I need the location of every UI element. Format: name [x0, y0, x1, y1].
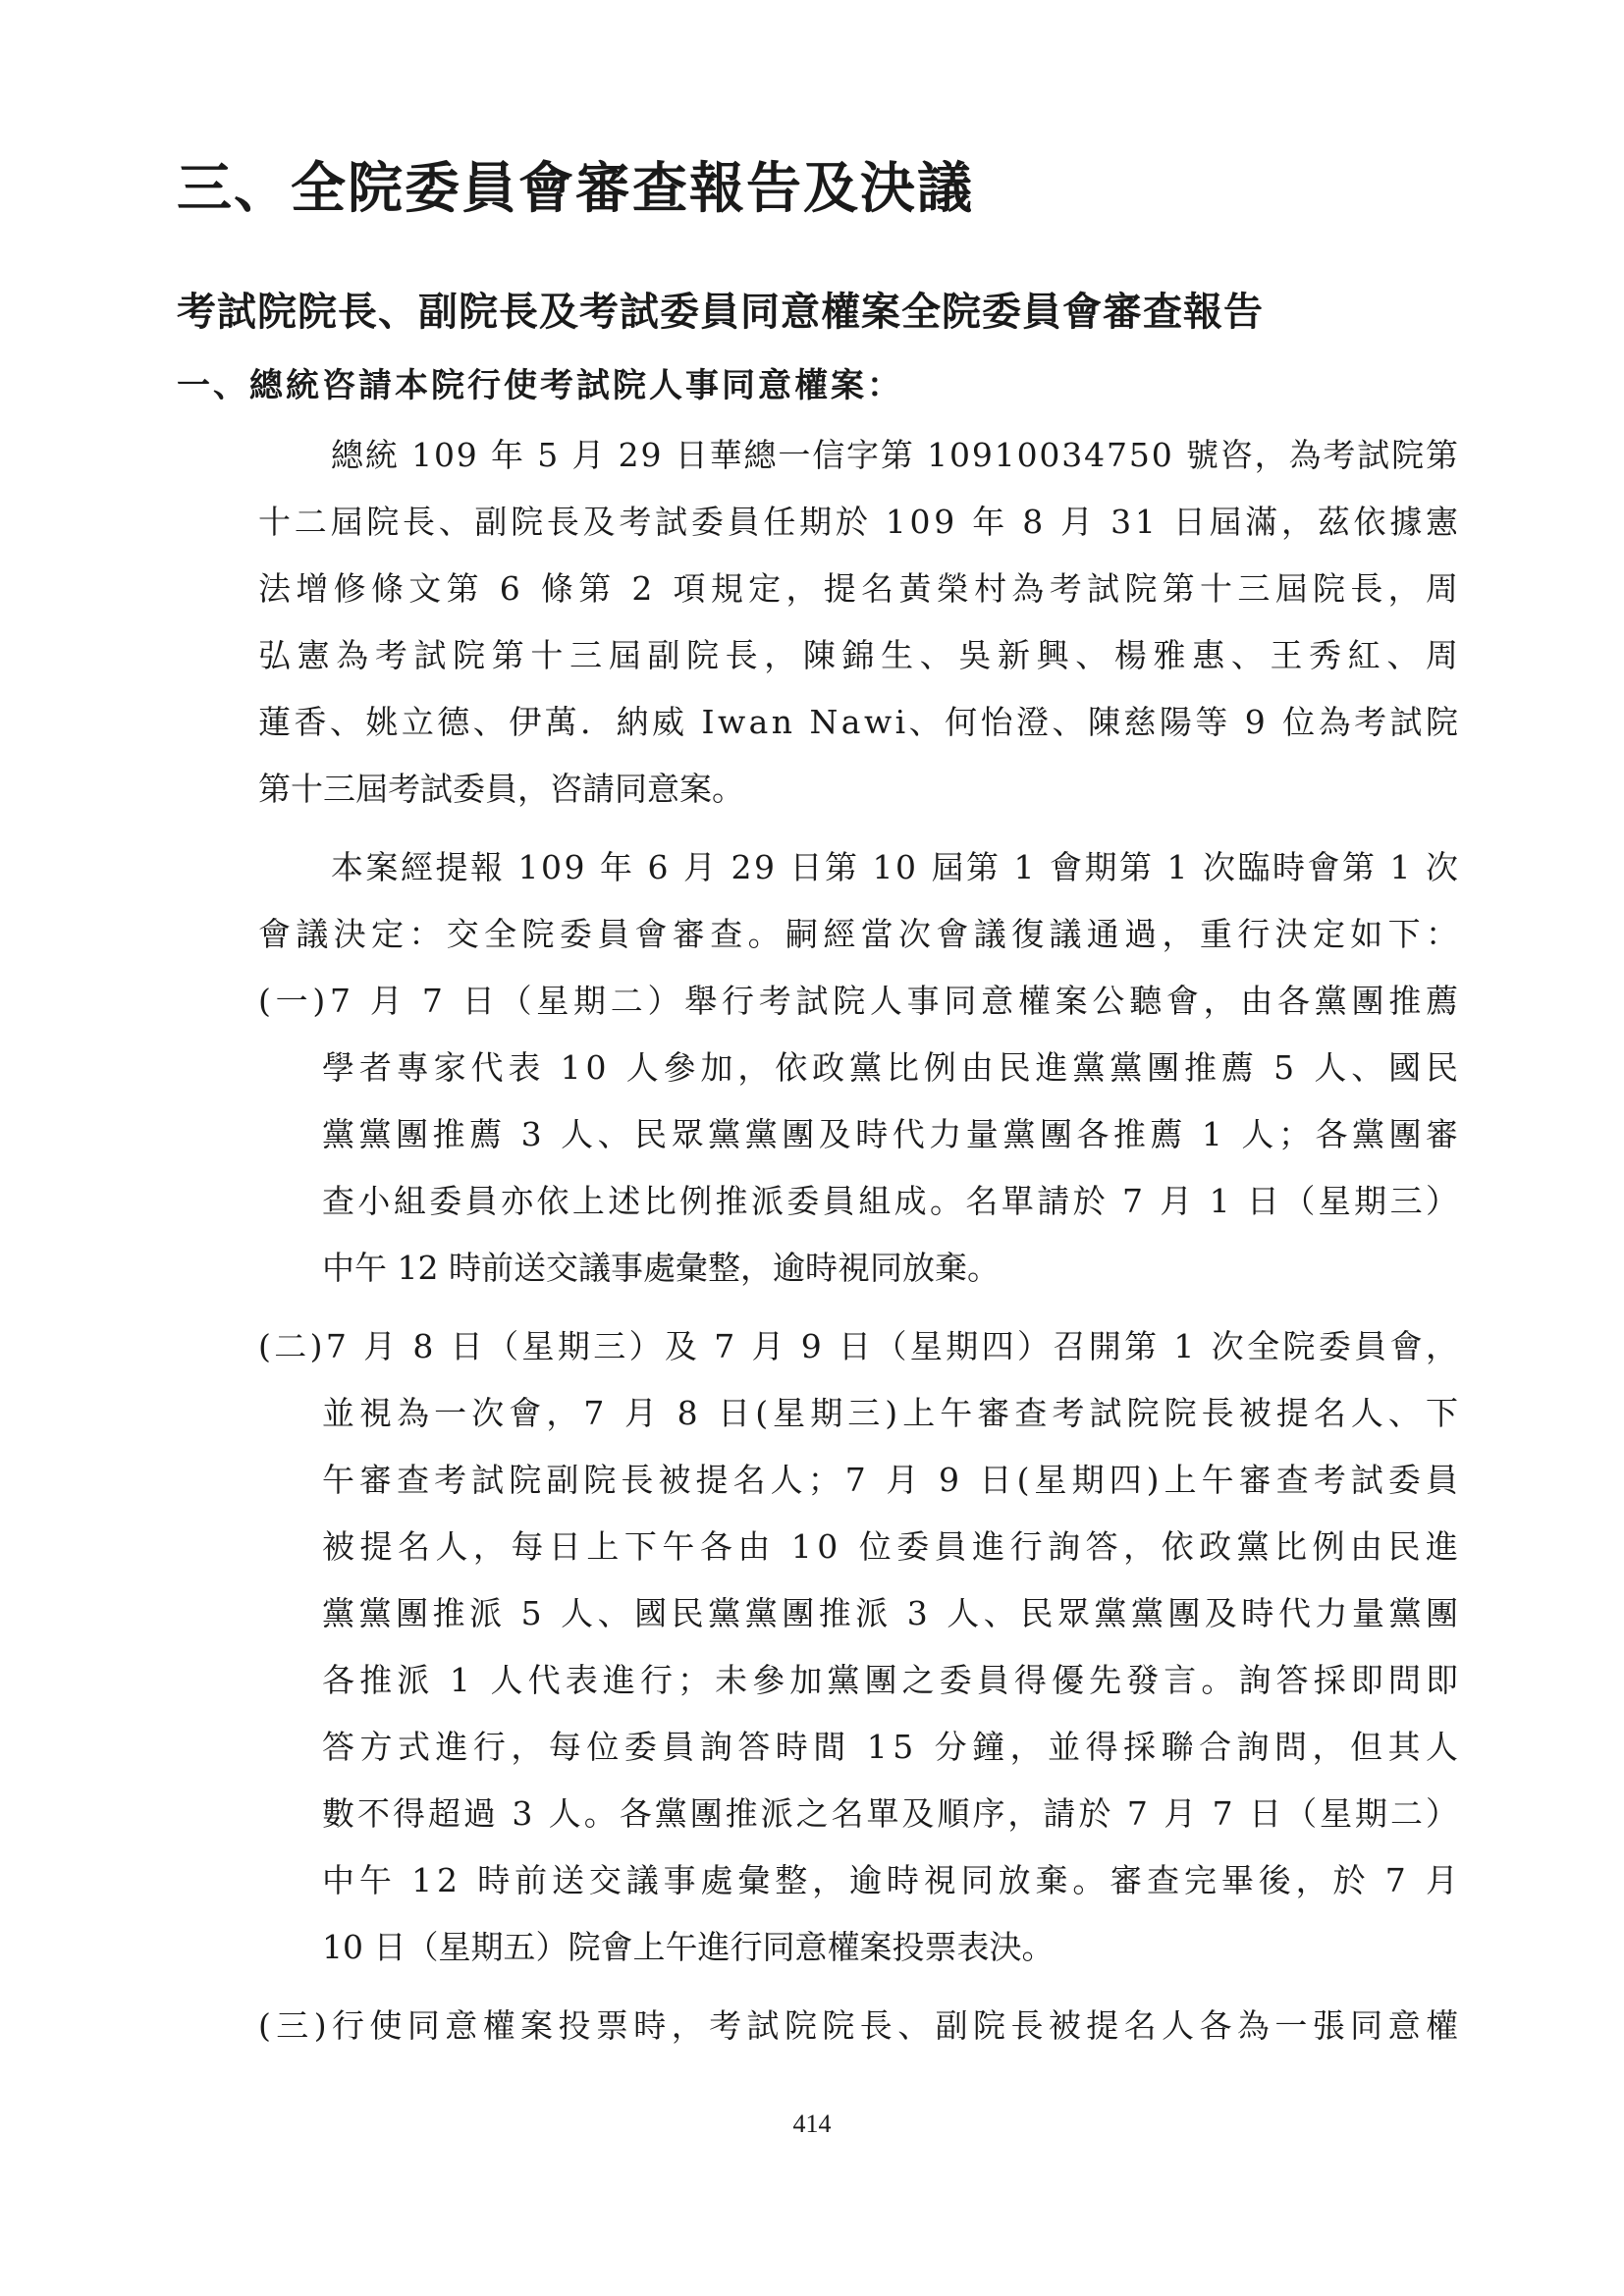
list-item-line: 黨黨團推薦 3 人、民眾黨黨團及時代力量黨團各推薦 1 人；各黨團審 [322, 1115, 1463, 1153]
paragraph-line: 本案經提報 109 年 6 月 29 日第 10 屆第 1 會期第 1 次臨時會第 1 次 [331, 848, 1461, 886]
list-item-line: 中午 12 時前送交議事處彙整，逾時視同放棄。 [322, 1249, 1000, 1287]
list-item-line: 10 日（星期五）院會上午進行同意權案投票表決。 [322, 1928, 1055, 1966]
paragraph-line: 第十三屆考試委員，咨請同意案。 [258, 770, 744, 808]
list-item-line: 數不得超過 3 人。各黨團推派之名單及順序，請於 7 月 7 日（星期二） [322, 1794, 1461, 1833]
list-item-line: 答方式進行，每位委員詢答時間 15 分鐘，並得採聯合詢問，但其人 [322, 1728, 1464, 1766]
list-item-line: 黨黨團推派 5 人、國民黨黨團推派 3 人、民眾黨黨團及時代力量黨團 [322, 1594, 1463, 1632]
list-item-line: (二)7 月 8 日（星期三）及 7 月 9 日（星期四）召開第 1 次全院委員會， [258, 1327, 1462, 1365]
list-item-line: (一)7 月 7 日（星期二）舉行考試院人事同意權案公聽會，由各黨團推薦 [258, 982, 1463, 1020]
report-title: 考試院院長、副院長及考試委員同意權案全院委員會審查報告 [177, 290, 1264, 335]
paragraph-line: 法增修條文第 6 條第 2 項規定，提名黃榮村為考試院第十三屆院長，周 [258, 569, 1464, 608]
page-number: 414 [792, 2109, 832, 2138]
list-item-line: 查小組委員亦依上述比例推派委員組成。名單請於 7 月 1 日（星期三） [322, 1182, 1462, 1220]
paragraph-line: 蓮香、姚立德、伊萬．納威 Iwan Nawi、何怡澄、陳慈陽等 9 位為考試院 [258, 703, 1462, 741]
list-item-line: 學者專家代表 10 人參加，依政黨比例由民進黨黨團推薦 5 人、國民 [322, 1048, 1463, 1087]
paragraph-line: 會議決定：交全院委員會審查。嗣經當次會議復議通過，重行決定如下： [258, 915, 1464, 953]
paragraph-line: 弘憲為考試院第十三屆副院長，陳錦生、吳新興、楊雅惠、王秀紅、周 [258, 636, 1465, 674]
list-item-line: 中午 12 時前送交議事處彙整，逾時視同放棄。審查完畢後，於 7 月 [322, 1861, 1463, 1899]
item-heading: 一、總統咨請本院行使考試院人事同意權案： [177, 366, 903, 405]
list-item-line: 被提名人，每日上下午各由 10 位委員進行詢答，依政黨比例由民進 [322, 1527, 1464, 1566]
list-item-line: 並視為一次會，7 月 8 日(星期三)上午審查考試院院長被提名人、下 [322, 1394, 1464, 1432]
paragraph-line: 十二屆院長、副院長及考試委員任期於 109 年 8 月 31 日屆滿，茲依據憲 [258, 503, 1462, 541]
list-item-line: 午審查考試院副院長被提名人；7 月 9 日(星期四)上午審查考試委員 [322, 1461, 1464, 1499]
list-item-line: (三)行使同意權案投票時，考試院院長、副院長被提名人各為一張同意權 [258, 2006, 1464, 2045]
paragraph-line: 總統 109 年 5 月 29 日華總一信字第 10910034750 號咨，為考試院第 [331, 436, 1460, 474]
section-title: 三、全院委員會審查報告及決議 [177, 157, 974, 221]
list-item-line: 各推派 1 人代表進行；未參加黨團之委員得優先發言。詢答採即問即 [322, 1661, 1464, 1699]
